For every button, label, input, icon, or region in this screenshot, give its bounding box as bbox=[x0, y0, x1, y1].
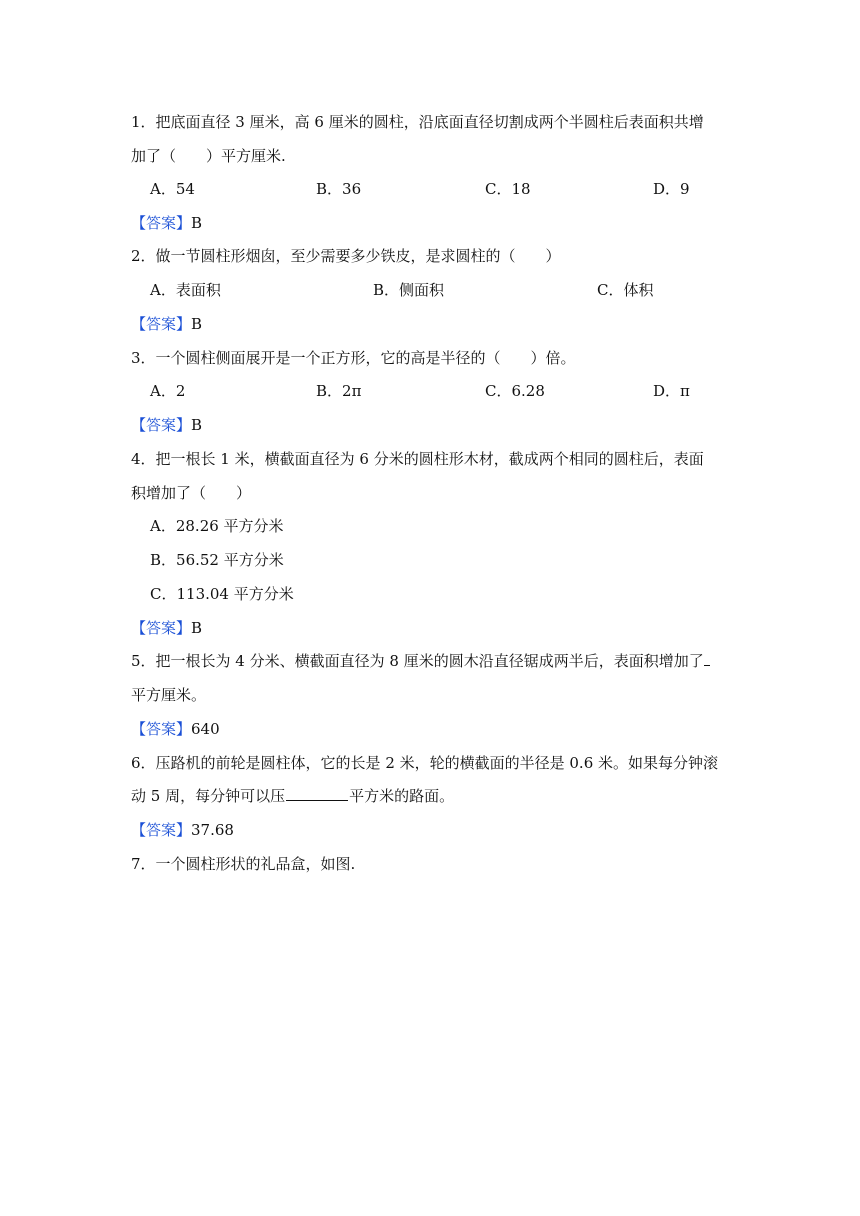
q5-text-line1 bbox=[131, 651, 710, 671]
answer-tag: 【答案】 bbox=[131, 720, 192, 738]
q5-blank bbox=[704, 651, 710, 666]
q2-text-line1: 2．做一节圆柱形烟囱，至少需要多少铁皮，是求圆柱的（ ） bbox=[131, 247, 561, 265]
q1-answer-value: B bbox=[191, 214, 203, 232]
answer-tag: 【答案】 bbox=[131, 214, 192, 232]
q4-option-a: A．28.26 平方分米 bbox=[150, 517, 284, 535]
q2-answer-value: B bbox=[191, 315, 203, 333]
q1-option-d: D．9 bbox=[653, 180, 690, 198]
q6-text-post: 平方米的路面。 bbox=[349, 787, 455, 805]
q1-answer bbox=[131, 213, 202, 233]
q4-text-line1: 4．把一根长 1 米，横截面直径为 6 分米的圆柱形木材，截成两个相同的圆柱后，表面 bbox=[131, 450, 704, 468]
q5-answer-value: 640 bbox=[191, 720, 220, 738]
q6-text-line2 bbox=[131, 786, 454, 806]
q1-option-b: B．36 bbox=[316, 180, 362, 198]
answer-tag: 【答案】 bbox=[131, 416, 192, 434]
q3-option-c: C．6.28 bbox=[485, 382, 545, 400]
q1-option-a: A．54 bbox=[150, 180, 195, 198]
answer-tag: 【答案】 bbox=[131, 619, 192, 637]
q2-option-a: A．表面积 bbox=[150, 281, 221, 299]
q4-answer bbox=[131, 618, 202, 638]
q3-answer bbox=[131, 415, 202, 435]
q6-text-pre: 动 5 周，每分钟可以压 bbox=[131, 787, 286, 805]
q3-option-b: B．2π bbox=[316, 382, 362, 400]
q2-answer bbox=[131, 314, 202, 334]
answer-tag: 【答案】 bbox=[131, 821, 192, 839]
q2-option-c: C．体积 bbox=[597, 281, 654, 299]
q6-answer-value: 37.68 bbox=[191, 821, 234, 839]
q3-option-d: D．π bbox=[653, 382, 690, 400]
q1-text-line2: 加了（ ）平方厘米. bbox=[131, 147, 286, 165]
q5-text: 5．把一根长为 4 分米、横截面直径为 8 厘米的圆木沿直径锯成两半后，表面积增加了 bbox=[131, 652, 704, 670]
q5-text-line2: 平方厘米。 bbox=[131, 686, 207, 704]
q3-option-a: A．2 bbox=[150, 382, 186, 400]
q4-text-line2: 积增加了（ ） bbox=[131, 484, 252, 502]
q6-text-line1: 6．压路机的前轮是圆柱体，它的长是 2 米，轮的横截面的半径是 0.6 米。如果每分钟滚 bbox=[131, 754, 719, 772]
answer-tag: 【答案】 bbox=[131, 315, 192, 333]
q1-text-line1: 1．把底面直径 3 厘米，高 6 厘米的圆柱，沿底面直径切割成两个半圆柱后表面积共增 bbox=[131, 113, 704, 131]
q1-option-c: C．18 bbox=[485, 180, 531, 198]
q7-text-line1: 7．一个圆柱形状的礼品盒，如图. bbox=[131, 855, 356, 873]
q4-option-c: C．113.04 平方分米 bbox=[150, 585, 294, 603]
q3-answer-value: B bbox=[191, 416, 203, 434]
q4-answer-value: B bbox=[191, 619, 203, 637]
q6-answer bbox=[131, 820, 234, 840]
q4-option-b: B．56.52 平方分米 bbox=[150, 551, 284, 569]
q2-option-b: B．侧面积 bbox=[373, 281, 445, 299]
q6-blank bbox=[286, 786, 348, 801]
q5-answer bbox=[131, 719, 220, 739]
q3-text-line1: 3．一个圆柱侧面展开是一个正方形，它的高是半径的（ ）倍。 bbox=[131, 349, 576, 367]
